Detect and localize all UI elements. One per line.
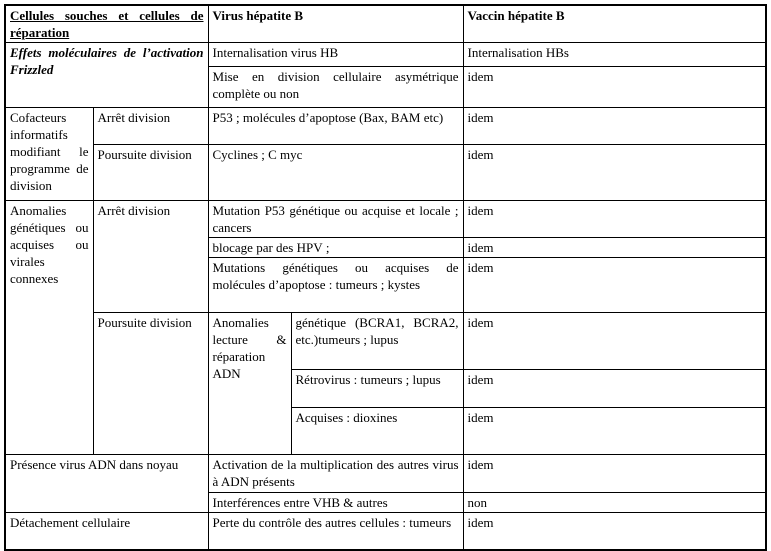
cell-activation-multiplication: Activation de la multiplication des autres virus à ADN présents xyxy=(208,455,463,493)
cell-perte-controle: Perte du contrôle des autres cellules : tumeurs xyxy=(208,513,463,550)
cell-virus-hb-header: Virus hépatite B xyxy=(208,5,463,43)
cell-acquises-dioxines: Acquises : dioxines xyxy=(291,408,463,455)
cell-idem-8: idem xyxy=(463,370,766,408)
cell-mutation-p53: Mutation P53 génétique ou acquise et locale ; cancers xyxy=(208,201,463,238)
cell-idem-11: idem xyxy=(463,513,766,550)
cell-interferences-vhb: Interférences entre VHB & autres xyxy=(208,493,463,513)
cell-idem-6: idem xyxy=(463,258,766,313)
cell-detachement-cellulaire: Détachement cellulaire xyxy=(5,513,208,550)
cell-retrovirus: Rétrovirus : tumeurs ; lupus xyxy=(291,370,463,408)
cell-anomalies-genetiques: Anomalies génétiques ou acquises ou virales connexes xyxy=(5,201,93,455)
cell-arret-division-1: Arrêt division xyxy=(93,108,208,145)
cell-stem-cells-header: Cellules souches et cellules de réparation xyxy=(5,5,208,43)
cell-blocage-hpv: blocage par des HPV ; xyxy=(208,238,463,258)
cell-cyclines-cmyc: Cyclines ; C myc xyxy=(208,145,463,201)
cell-cofacteurs: Cofacteurs informatifs modifiant le programme de division xyxy=(5,108,93,201)
cell-genetique-bcra: génétique (BCRA1, BCRA2, etc.)tumeurs ; lupus xyxy=(291,313,463,370)
cell-idem-1: idem xyxy=(463,67,766,108)
cell-vaccine-hb-header: Vaccin hépatite B xyxy=(463,5,766,43)
cell-internalisation-virus-hb: Internalisation virus HB xyxy=(208,43,463,67)
cell-p53-apoptose: P53 ; molécules d’apoptose (Bax, BAM etc) xyxy=(208,108,463,145)
cell-poursuite-division-1: Poursuite division xyxy=(93,145,208,201)
cell-idem-4: idem xyxy=(463,201,766,238)
cell-presence-virus-adn: Présence virus ADN dans noyau xyxy=(5,455,208,513)
cell-arret-division-2: Arrêt division xyxy=(93,201,208,313)
cell-non: non xyxy=(463,493,766,513)
cell-idem-5: idem xyxy=(463,238,766,258)
cell-idem-9: idem xyxy=(463,408,766,455)
document-table xyxy=(4,4,767,551)
cell-internalisation-hbs: Internalisation HBs xyxy=(463,43,766,67)
cell-idem-3: idem xyxy=(463,145,766,201)
cell-mutations-apoptose: Mutations génétiques ou acquises de molécules d’apoptose : tumeurs ; kystes xyxy=(208,258,463,313)
cell-poursuite-division-2: Poursuite division xyxy=(93,313,208,455)
cell-idem-7: idem xyxy=(463,313,766,370)
cell-mise-en-division: Mise en division cellulaire asymétrique complète ou non xyxy=(208,67,463,108)
cell-idem-2: idem xyxy=(463,108,766,145)
cell-anomalies-lecture-adn: Anomalies lecture & réparation ADN xyxy=(208,313,291,455)
cell-idem-10: idem xyxy=(463,455,766,493)
cell-frizzled-effects: Effets moléculaires de l’activation Frizzled xyxy=(5,43,208,108)
